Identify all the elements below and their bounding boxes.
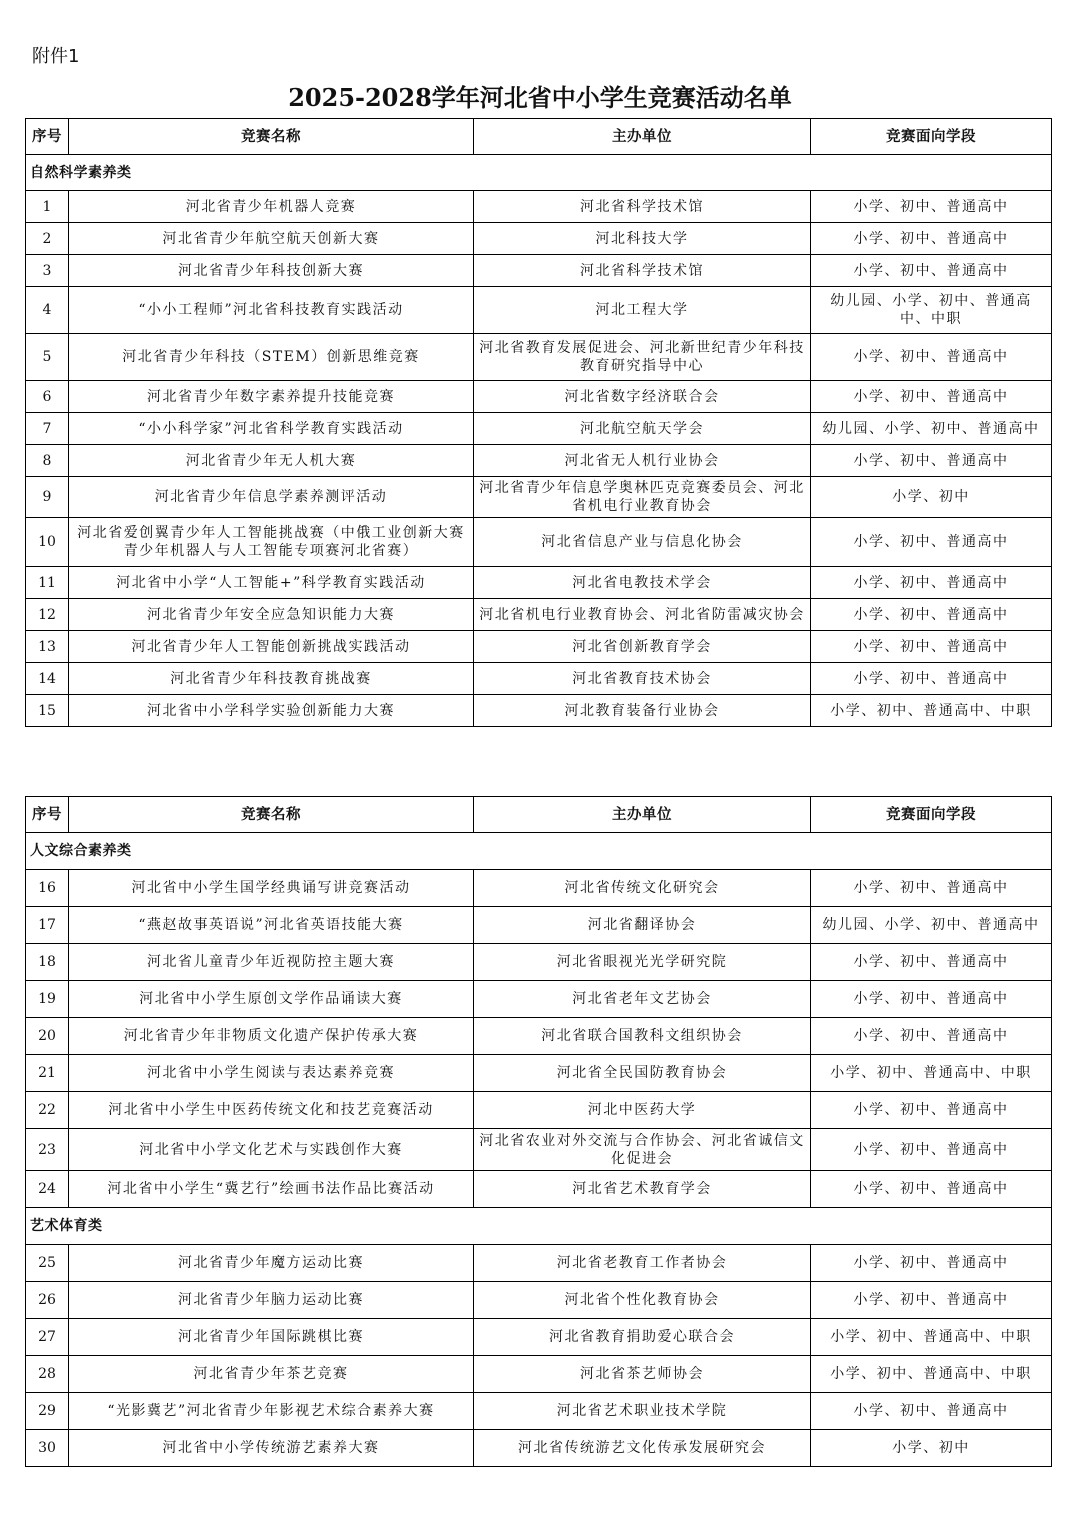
competition-name: 河北省中小学科学实验创新能力大赛 bbox=[69, 695, 474, 727]
organizer-name: 河北工程大学 bbox=[474, 287, 811, 334]
organizer-name: 河北省机电行业教育协会、河北省防雷减灾协会 bbox=[474, 599, 811, 631]
target-stage: 小学、初中、普通高中 bbox=[811, 981, 1052, 1018]
row-number: 22 bbox=[26, 1092, 69, 1129]
table-row bbox=[26, 1018, 1052, 1055]
organizer-name: 河北中医药大学 bbox=[474, 1092, 811, 1129]
target-stage: 小学、初中、普通高中 bbox=[811, 445, 1052, 477]
header-organizer: 主办单位 bbox=[474, 119, 811, 155]
table-row bbox=[26, 445, 1052, 477]
row-number: 23 bbox=[26, 1129, 69, 1171]
competition-name: “光影冀艺”河北省青少年影视艺术综合素养大赛 bbox=[69, 1393, 474, 1430]
header-organizer: 主办单位 bbox=[474, 797, 811, 833]
competition-name: 河北省青少年国际跳棋比赛 bbox=[69, 1319, 474, 1356]
row-number: 5 bbox=[26, 334, 69, 381]
row-number: 12 bbox=[26, 599, 69, 631]
row-number: 21 bbox=[26, 1055, 69, 1092]
target-stage: 小学、初中、普通高中 bbox=[811, 663, 1052, 695]
table-row bbox=[26, 413, 1052, 445]
organizer-name: 河北省教育发展促进会、河北新世纪青少年科技教育研究指导中心 bbox=[474, 334, 811, 381]
target-stage: 小学、初中、普通高中 bbox=[811, 1092, 1052, 1129]
target-stage: 小学、初中、普通高中 bbox=[811, 255, 1052, 287]
organizer-name: 河北省艺术职业技术学院 bbox=[474, 1393, 811, 1430]
row-number: 8 bbox=[26, 445, 69, 477]
target-stage: 小学、初中、普通高中、中职 bbox=[811, 1319, 1052, 1356]
competition-name: 河北省青少年数字素养提升技能竞赛 bbox=[69, 381, 474, 413]
competition-name: 河北省青少年安全应急知识能力大赛 bbox=[69, 599, 474, 631]
organizer-name: 河北省数字经济联合会 bbox=[474, 381, 811, 413]
header-name: 竞赛名称 bbox=[69, 119, 474, 155]
row-number: 16 bbox=[26, 870, 69, 907]
target-stage: 小学、初中、普通高中 bbox=[811, 518, 1052, 567]
competition-name: 河北省爱创翼青少年人工智能挑战赛（中俄工业创新大赛青少年机器人与人工智能专项赛河北省赛） bbox=[69, 518, 474, 567]
row-number: 3 bbox=[26, 255, 69, 287]
table-row bbox=[26, 599, 1052, 631]
target-stage: 小学、初中、普通高中 bbox=[811, 1393, 1052, 1430]
row-number: 4 bbox=[26, 287, 69, 334]
row-number: 26 bbox=[26, 1282, 69, 1319]
organizer-name: 河北省个性化教育协会 bbox=[474, 1282, 811, 1319]
organizer-name: 河北省茶艺师协会 bbox=[474, 1356, 811, 1393]
organizer-name: 河北省科学技术馆 bbox=[474, 191, 811, 223]
table-row bbox=[26, 191, 1052, 223]
header-stage: 竞赛面向学段 bbox=[811, 797, 1052, 833]
competition-name: 河北省中小学传统游艺素养大赛 bbox=[69, 1430, 474, 1467]
table-row bbox=[26, 1245, 1052, 1282]
table-row bbox=[26, 1171, 1052, 1208]
table-row bbox=[26, 1129, 1052, 1171]
target-stage: 小学、初中、普通高中 bbox=[811, 223, 1052, 255]
header-name: 竞赛名称 bbox=[69, 797, 474, 833]
organizer-name: 河北省老教育工作者协会 bbox=[474, 1245, 811, 1282]
row-number: 20 bbox=[26, 1018, 69, 1055]
row-number: 25 bbox=[26, 1245, 69, 1282]
category-label: 艺术体育类 bbox=[26, 1208, 1052, 1245]
competition-name: 河北省青少年魔方运动比赛 bbox=[69, 1245, 474, 1282]
row-number: 1 bbox=[26, 191, 69, 223]
table-header-row bbox=[26, 797, 1052, 833]
organizer-name: 河北省创新教育学会 bbox=[474, 631, 811, 663]
table-row bbox=[26, 1092, 1052, 1129]
row-number: 7 bbox=[26, 413, 69, 445]
organizer-name: 河北省联合国教科文组织协会 bbox=[474, 1018, 811, 1055]
organizer-name: 河北省全民国防教育协会 bbox=[474, 1055, 811, 1092]
table-row bbox=[26, 695, 1052, 727]
target-stage: 幼儿园、小学、初中、普通高中 bbox=[811, 907, 1052, 944]
row-number: 18 bbox=[26, 944, 69, 981]
target-stage: 小学、初中、普通高中 bbox=[811, 1018, 1052, 1055]
organizer-name: 河北省老年文艺协会 bbox=[474, 981, 811, 1018]
organizer-name: 河北教育装备行业协会 bbox=[474, 695, 811, 727]
row-number: 24 bbox=[26, 1171, 69, 1208]
table-row bbox=[26, 381, 1052, 413]
table-row bbox=[26, 944, 1052, 981]
document-title: 2025-2028学年河北省中小学生竞赛活动名单 bbox=[288, 83, 792, 112]
organizer-name: 河北科技大学 bbox=[474, 223, 811, 255]
table-row bbox=[26, 1055, 1052, 1092]
table-row bbox=[26, 907, 1052, 944]
row-number: 28 bbox=[26, 1356, 69, 1393]
table-header-row bbox=[26, 119, 1052, 155]
organizer-name: 河北省农业对外交流与合作协会、河北省诚信文化促进会 bbox=[474, 1129, 811, 1171]
competition-name: 河北省青少年科技（STEM）创新思维竞赛 bbox=[69, 334, 474, 381]
competition-name: 河北省青少年人工智能创新挑战实践活动 bbox=[69, 631, 474, 663]
target-stage: 小学、初中、普通高中 bbox=[811, 1282, 1052, 1319]
competition-name: “小小科学家”河北省科学教育实践活动 bbox=[69, 413, 474, 445]
attachment-label: 附件1 bbox=[32, 46, 80, 67]
competition-name: 河北省青少年科技教育挑战赛 bbox=[69, 663, 474, 695]
table-row bbox=[26, 981, 1052, 1018]
row-number: 6 bbox=[26, 381, 69, 413]
organizer-name: 河北省青少年信息学奥林匹克竞赛委员会、河北省机电行业教育协会 bbox=[474, 477, 811, 518]
organizer-name: 河北省翻译协会 bbox=[474, 907, 811, 944]
table-row bbox=[26, 567, 1052, 599]
table-row bbox=[26, 223, 1052, 255]
row-number: 2 bbox=[26, 223, 69, 255]
target-stage: 小学、初中、普通高中 bbox=[811, 191, 1052, 223]
target-stage: 小学、初中、普通高中 bbox=[811, 870, 1052, 907]
target-stage: 小学、初中、普通高中 bbox=[811, 631, 1052, 663]
table-row bbox=[26, 663, 1052, 695]
organizer-name: 河北省教育技术协会 bbox=[474, 663, 811, 695]
header-no: 序号 bbox=[26, 119, 69, 155]
row-number: 9 bbox=[26, 477, 69, 518]
competition-table-2 bbox=[25, 796, 1052, 1467]
competition-name: 河北省中小学生“冀艺行”绘画书法作品比赛活动 bbox=[69, 1171, 474, 1208]
table-row bbox=[26, 255, 1052, 287]
competition-name: 河北省中小学文化艺术与实践创作大赛 bbox=[69, 1129, 474, 1171]
competition-name: 河北省中小学生国学经典诵写讲竞赛活动 bbox=[69, 870, 474, 907]
target-stage: 小学、初中 bbox=[811, 477, 1052, 518]
table-row bbox=[26, 1319, 1052, 1356]
organizer-name: 河北省无人机行业协会 bbox=[474, 445, 811, 477]
organizer-name: 河北省信息产业与信息化协会 bbox=[474, 518, 811, 567]
competition-name: 河北省中小学生中医药传统文化和技艺竞赛活动 bbox=[69, 1092, 474, 1129]
table-row bbox=[26, 334, 1052, 381]
category-label: 人文综合素养类 bbox=[26, 833, 1052, 870]
table-row bbox=[26, 870, 1052, 907]
table-row bbox=[26, 477, 1052, 518]
table-row bbox=[26, 518, 1052, 567]
target-stage: 小学、初中、普通高中 bbox=[811, 1171, 1052, 1208]
category-row bbox=[26, 833, 1052, 870]
row-number: 30 bbox=[26, 1430, 69, 1467]
competition-name: 河北省青少年科技创新大赛 bbox=[69, 255, 474, 287]
competition-name: “燕赵故事英语说”河北省英语技能大赛 bbox=[69, 907, 474, 944]
table-row bbox=[26, 1282, 1052, 1319]
category-row bbox=[26, 155, 1052, 191]
competition-name: 河北省青少年脑力运动比赛 bbox=[69, 1282, 474, 1319]
target-stage: 小学、初中、普通高中 bbox=[811, 567, 1052, 599]
target-stage: 小学、初中、普通高中 bbox=[811, 1245, 1052, 1282]
target-stage: 小学、初中、普通高中 bbox=[811, 381, 1052, 413]
header-no: 序号 bbox=[26, 797, 69, 833]
category-row bbox=[26, 1208, 1052, 1245]
organizer-name: 河北省教育捐助爱心联合会 bbox=[474, 1319, 811, 1356]
competition-name: 河北省中小学生原创文学作品诵读大赛 bbox=[69, 981, 474, 1018]
row-number: 11 bbox=[26, 567, 69, 599]
organizer-name: 河北航空航天学会 bbox=[474, 413, 811, 445]
row-number: 19 bbox=[26, 981, 69, 1018]
organizer-name: 河北省艺术教育学会 bbox=[474, 1171, 811, 1208]
table-row bbox=[26, 1356, 1052, 1393]
organizer-name: 河北省传统文化研究会 bbox=[474, 870, 811, 907]
table-row bbox=[26, 631, 1052, 663]
row-number: 27 bbox=[26, 1319, 69, 1356]
table-row bbox=[26, 1430, 1052, 1467]
competition-name: 河北省青少年信息学素养测评活动 bbox=[69, 477, 474, 518]
organizer-name: 河北省眼视光光学研究院 bbox=[474, 944, 811, 981]
organizer-name: 河北省科学技术馆 bbox=[474, 255, 811, 287]
category-label: 自然科学素养类 bbox=[26, 155, 1052, 191]
target-stage: 小学、初中 bbox=[811, 1430, 1052, 1467]
competition-name: 河北省青少年无人机大赛 bbox=[69, 445, 474, 477]
row-number: 15 bbox=[26, 695, 69, 727]
organizer-name: 河北省传统游艺文化传承发展研究会 bbox=[474, 1430, 811, 1467]
target-stage: 小学、初中、普通高中 bbox=[811, 599, 1052, 631]
target-stage: 小学、初中、普通高中、中职 bbox=[811, 1356, 1052, 1393]
target-stage: 幼儿园、小学、初中、普通高中 bbox=[811, 413, 1052, 445]
row-number: 17 bbox=[26, 907, 69, 944]
target-stage: 小学、初中、普通高中 bbox=[811, 1129, 1052, 1171]
row-number: 14 bbox=[26, 663, 69, 695]
table-row bbox=[26, 287, 1052, 334]
target-stage: 幼儿园、小学、初中、普通高中、中职 bbox=[811, 287, 1052, 334]
competition-name: 河北省青少年航空航天创新大赛 bbox=[69, 223, 474, 255]
target-stage: 小学、初中、普通高中 bbox=[811, 944, 1052, 981]
target-stage: 小学、初中、普通高中 bbox=[811, 334, 1052, 381]
competition-name: 河北省儿童青少年近视防控主题大赛 bbox=[69, 944, 474, 981]
competition-name: “小小工程师”河北省科技教育实践活动 bbox=[69, 287, 474, 334]
organizer-name: 河北省电教技术学会 bbox=[474, 567, 811, 599]
row-number: 10 bbox=[26, 518, 69, 567]
target-stage: 小学、初中、普通高中、中职 bbox=[811, 695, 1052, 727]
competition-name: 河北省青少年机器人竞赛 bbox=[69, 191, 474, 223]
table-row bbox=[26, 1393, 1052, 1430]
target-stage: 小学、初中、普通高中、中职 bbox=[811, 1055, 1052, 1092]
competition-name: 河北省青少年茶艺竞赛 bbox=[69, 1356, 474, 1393]
competition-name: 河北省中小学“人工智能+”科学教育实践活动 bbox=[69, 567, 474, 599]
header-stage: 竞赛面向学段 bbox=[811, 119, 1052, 155]
row-number: 13 bbox=[26, 631, 69, 663]
competition-table-1 bbox=[25, 118, 1052, 727]
competition-name: 河北省中小学生阅读与表达素养竞赛 bbox=[69, 1055, 474, 1092]
competition-name: 河北省青少年非物质文化遗产保护传承大赛 bbox=[69, 1018, 474, 1055]
row-number: 29 bbox=[26, 1393, 69, 1430]
